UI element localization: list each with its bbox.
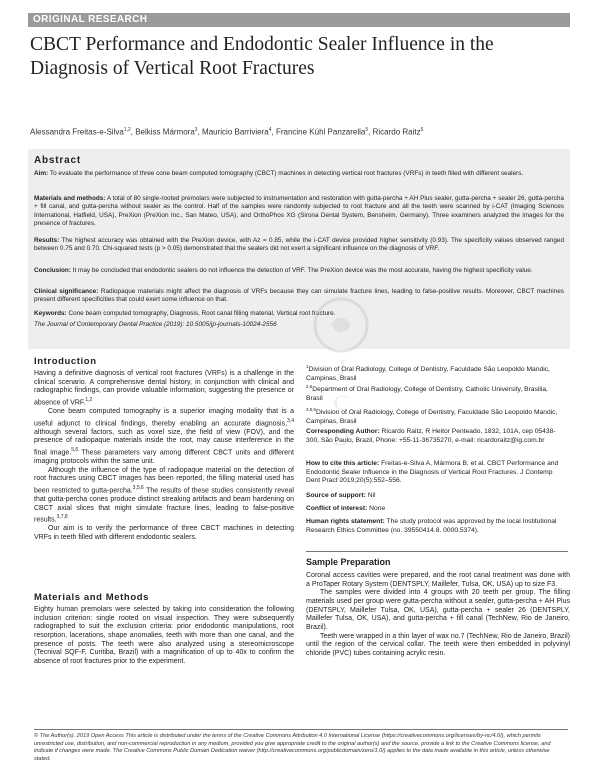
sample-preparation-body [306,572,570,659]
abstract-keywords-label: Keywords: [34,310,67,317]
svg-text:P: P [334,460,348,485]
intro-paragraph: Our aim is to verify the performance of three CBCT machines in detecting VRFs in teeth filled with different endodontic sealers. [34,525,294,541]
affiliation: $^1$Division of Oral Radiology, College of Dentistry, Faculdade São Leopoldo Mandic, Campinas, Brasil [306,364,550,382]
corresponding-author: Corresponding Author: Ricardo Raitz, R Heitor Penteado, 1832, 101A, cep 05438-300, São Paulo, Brazil, Phone: +55-11-36735270, e-mail: ricardoraitz@ig.com.br [306,428,556,444]
source-of-support: Source of support: Nil [306,492,376,499]
author-name: Ricardo Raitz [372,127,421,137]
divider [306,551,568,552]
affiliation: $^{3,5,6}$Division of Oral Radiology, College of Dentistry, Faculdade São Leopoldo Mandic, Campinas, Brasil [306,407,558,425]
abstract-conclusion-label: Conclusion: [34,267,71,274]
human-rights-label: Human rights statement: [306,518,385,525]
how-to-cite: How to cite this article: Freitas-e-Silva A, Mármora B, et al. CBCT Performance and Endodontic Sealer Influence in the Diagnosis of Vertical Root Fractures. J Contemp Dent Pract 2019;20(5):552–556. [306,460,559,485]
intro-paragraph: Having a definitive diagnosis of vertical root fractures (VRFs) is a challenge in the clinical scenario. A comprehensive dental history, in conjunction with clinical and radiographic findings, can provide valuable information, suggesting the presence or absence of VRF.$^{1,2}$ [34,370,294,407]
affiliation: $^{2,6}$Department of Oral Radiology, College of Dentistry, Catholic University, Brasilia, Brasil [306,384,548,402]
methods-heading: Materials and Methods [34,592,150,603]
abstract-keywords [34,310,564,318]
support-label: Source of support: [306,492,366,499]
svg-text:C: C [333,390,349,415]
sample-preparation-heading: Sample Preparation [306,557,391,567]
abstract-results-text: The highest accuracy was obtained with the PreXion device, with Az = 0.85, while the i-CAT device provided higher sensitivity (0.93). The specificity values observed ranged between 0.75 and 0.70. Chi-squared tests (p > 0.05) demonstrated that the sealers did not exert a significant influence on the diagnosis of VRF. [34,237,564,253]
abstract-aim-text: To evaluate the performance of three cone beam computed tomography (CBCT) machines in detecting vertical root fractures (VRFs) in teeth filled with different sealers. [49,170,524,177]
methods-body [34,606,294,667]
how-to-cite-label: How to cite this article: [306,460,380,467]
introduction-heading: Introduction [34,356,97,367]
conflict-label: Conflict of interest: [306,505,368,512]
citation-ref: 3,5,6 [132,484,144,491]
svg-text:D: D [333,425,349,450]
abstract-results-label: Results: [34,237,60,244]
author-name: Mauricio Barriviera [202,127,269,137]
journal-citation: The Journal of Contemporary Dental Practice (2019): 10.5005/jp-journals-10024-2556 [34,321,277,328]
introduction-body [34,370,294,542]
author-name: Francine Kühl Panzarella [275,127,366,137]
sample-paragraph: The samples were divided into 4 groups with 20 teeth per group. The filling materials used per group were gutta-percha without a sealer, gutta-percha + AH Plus (DENTSPLY, Maillefer Tulsa, OK, USA), gutta-percha + sealer 26 (DENTSPLY, Maillefer Tulsa, OK, USA), and gutta-percha + fill canal (TechNew, Rio de Janeiro, Brazil). [306,589,570,631]
author-list: Alessandra Freitas-e-Silva$^{1,2}$, Belkiss Mármora$^3$, Mauricio Barriviera$^4$, Francine Kühl Panzarella$^5$, Ricardo Raitz$^6$ [30,127,424,137]
sample-paragraph: Teeth were wrapped in a thin layer of wax no.7 (TechNew, Rio de Janeiro, Brazil) until the region of the cervical collar. The teeth were then embedded in polyvinyl chloride (PVC) tubes containing acrylic resin. [306,632,570,657]
conflict-of-interest: Conflict of interest: None [306,505,386,512]
sample-paragraph: Coronal access cavities were prepared, and the root canal treatment was done with a ProTaper Rotary System (DENTSPLY, Maillefer, Tulsa, OK, USA) up to size F3. [306,572,570,588]
abstract-methods-label: Materials and methods: [34,195,106,202]
abstract-heading: Abstract [34,155,81,166]
citation-ref: 5,6 [71,446,79,453]
author-affiliation-mark: 4 [268,127,272,133]
section-banner: ORIGINAL RESEARCH [28,13,570,27]
affiliation-mark: 3,5,6 [306,407,317,412]
footer-divider [34,729,568,730]
intro-paragraph: Cone beam computed tomography is a superior imaging modality that is a useful adjunct to clinical findings, thereby enabling an accurate diagnosis,$^{3,4}$ although several factors, such as voxel size, the field of view (FOV), and the presence of radiopaque materials inside the root, may cause interference in the final image.$^{5,6}$ These parameters vary among different CBCT units and different imaging protocols within the same unit. [34,407,294,465]
abstract-results [34,237,564,254]
citation-ref: 3,4 [287,417,294,424]
author-name: Alessandra Freitas-e-Silva [30,127,124,137]
affiliation-mark: 1 [306,364,309,369]
author-affiliation-mark: 1,2 [123,127,131,133]
abstract-aim-label: Aim: [34,170,49,177]
citation-ref: 1,2 [85,396,93,403]
svg-text:J: J [336,355,346,380]
article-title: CBCT Performance and Endodontic Sealer Influence in the Diagnosis of Vertical Root Fractures [30,34,494,79]
methods-paragraph: Eighty human premolars were selected by taking into consideration the following inclusion criterion: single rooted on visual inspection. They were subsequently radiographed to suit the exclusion criteria: prior endodontic manipulations, root resorption, lacerations, shape anomalies, teeth with more than one canal, and the presence of posts. The teeth were also analyzed using a stereomicroscope (Tecnival SQF-F, Curitiba, Brazil) with a magnification of up to 40x to confirm the absence of root fractures prior to the experiment. [34,606,294,665]
author-affiliation-mark: 6 [420,127,424,133]
abstract-significance-label: Clinical significance: [34,288,99,295]
abstract-methods [34,195,564,229]
abstract-significance [34,288,564,305]
intro-paragraph: Although the influence of the type of radiopaque material on the detection of root fractures using CBCT images has been reported, the filling material used has been restricted to gutta-percha.$^{3,5,6}$ The results of these studies consistently reveal that gutta-percha cones produce distinct streaking artifacts and beam hardening on CBCT axial slices that might simulate fracture lines, leading to false-positive results.$^{3,7,8}$ [34,466,294,524]
license-footer: © The Author(s). 2019 Open Access This article is distributed under the terms of the Creative Commons Attribution 4.0 International License (https://creativecommons.org/licenses/by-nc/4.0/), which permits unrestricted use, distribution, and non-commercial reproduction in any medium, provided you give appropriate credit to the original author(s) and the source, provide a link to the Creative Commons license, and indicate if changes were made. The Creative Commons Public Domain Dedication waiver (http://creativecommons.org/publicdomain/zero/1.0/) applies to the data made available in this article, unless otherwise stated. [34,733,551,762]
abstract-conclusion-text: It may be concluded that endodontic sealers do not influence the detection of VRF. The PreXion device was the most accurate, having the highest specificity value. [72,267,533,274]
abstract-conclusion [34,267,564,275]
abstract-significance-text: Radiopaque materials might affect the diagnosis of VRFs because they can simulate fracture lines, leading to false-positive results. Moreover, CBCT machines present different specificities that could exert some influence on that. [34,288,564,304]
human-rights-statement: Human rights statement: The study protocol was approved by the local Institutional Research Ethics Committee (no. 39550414.8. 0000.5374). [306,518,557,534]
affiliation-mark: 2,6 [306,384,313,389]
abstract-keywords-text: Cone beam computed tomography, Diagnosis, Root canal filling material, Vertical root fracture. [68,310,336,317]
citation-ref: 3,7,8 [56,514,68,521]
abstract-methods-text: A total of 80 single-rooted premolars were subjected to instrumentation and restoration with gutta-percha + AH Plus sealer, gutta-percha + sealer 26, gutta-percha + fill canal, and gutta-percha without sealer as the control. Half of the samples were randomly subjected to root fracture and all the teeth were scanned by i-CAT (Imaging Sciences International, Hatfield, USA), PreXion (PreXion Inc., San Mateo, USA), and OrthoPhos XG (Sirona Dental System, Bensheim, Germany). Three examiners analyzed the images for the presence of fractures. [34,195,564,228]
author-affiliation-mark: 5 [365,127,369,133]
author-name: Belkiss Mármora [135,127,195,137]
author-affiliation-mark: 3 [194,127,198,133]
corresponding-label: Corresponding Author: [306,428,380,435]
abstract-aim [34,170,564,178]
